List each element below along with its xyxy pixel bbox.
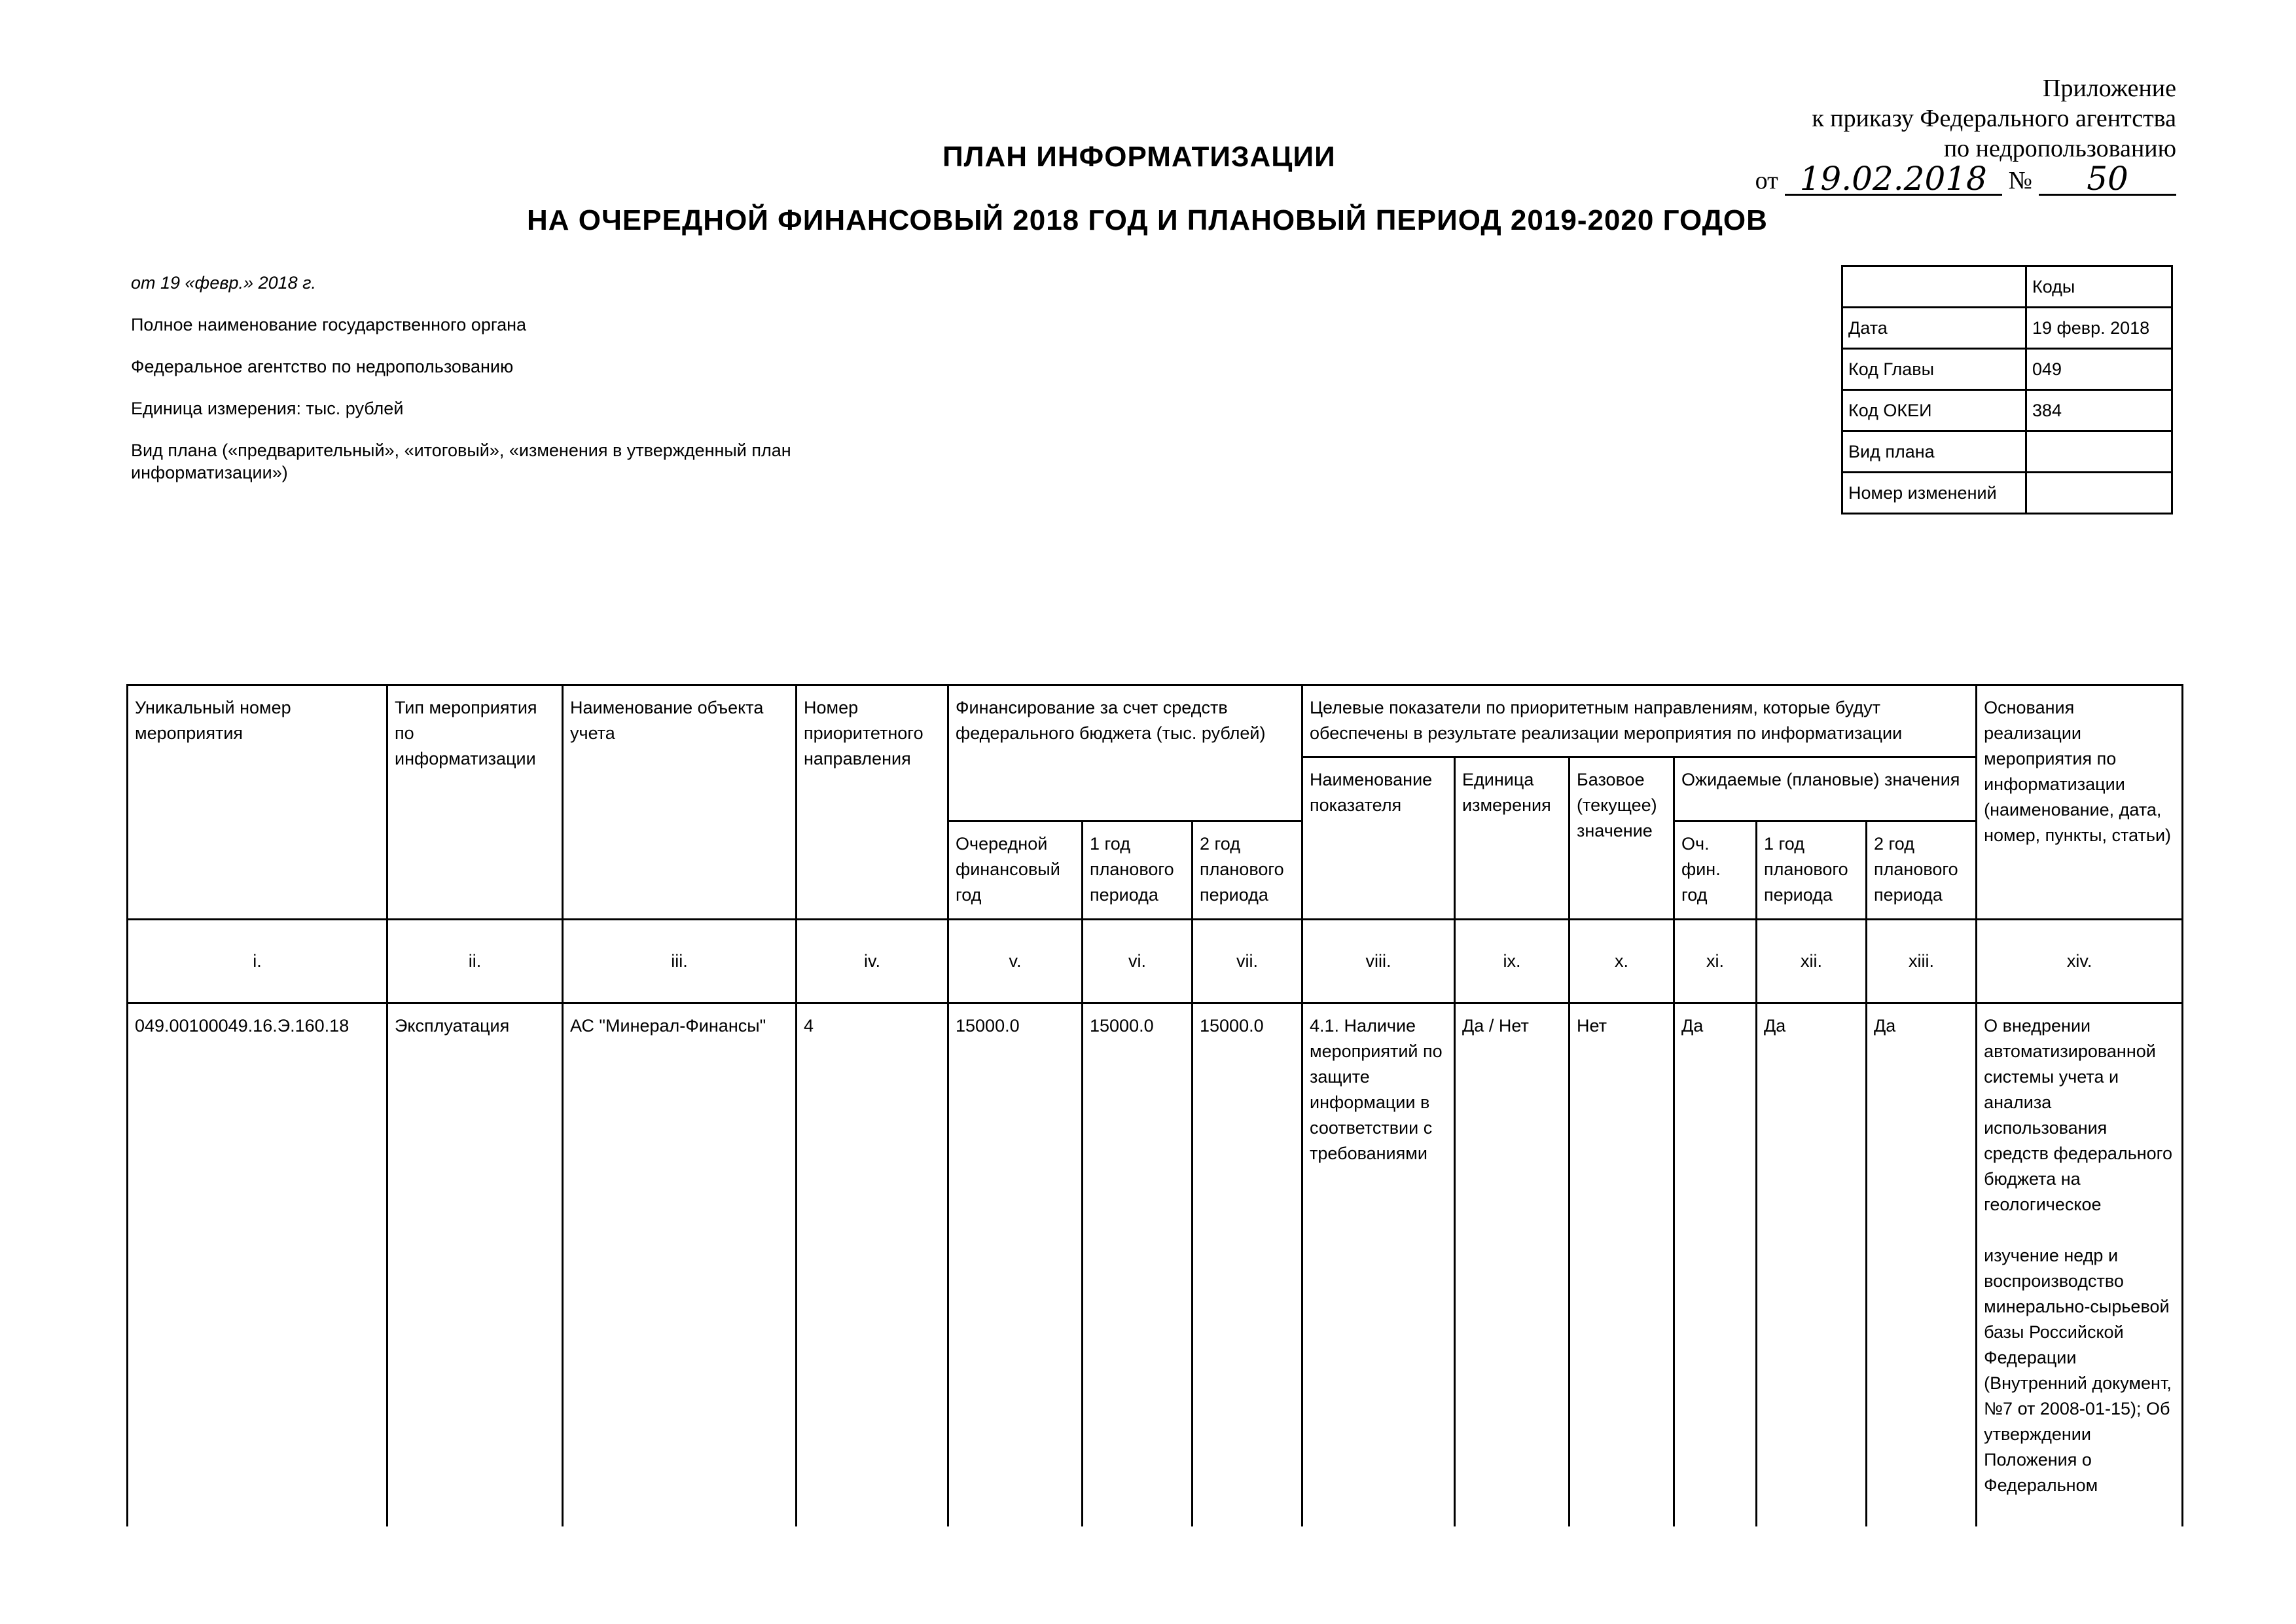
plan-table <box>126 684 2183 1526</box>
column-number: iv. <box>797 920 948 1003</box>
cell-object: АС "Минерал-Финансы" <box>563 1003 797 1527</box>
header-base-value: Базовое (текущее) значение <box>1570 757 1674 920</box>
header-financing: Финансирование за счет средств федерального бюджета (тыс. рублей) <box>948 685 1302 821</box>
header-fin-year2: 2 год планового периода <box>1193 821 1302 920</box>
header-priority: Номер приоритетного направления <box>797 685 948 920</box>
cell-indicator-name: 4.1. Наличие мероприятий по защите информации в соответствии с требованиями <box>1302 1003 1455 1527</box>
appendix-block <box>1755 73 2176 196</box>
codes-row <box>1842 390 2172 431</box>
codes-value <box>2026 431 2172 473</box>
document-info <box>131 272 916 503</box>
codes-table <box>1841 265 2173 514</box>
codes-label: Номер изменений <box>1842 473 2026 514</box>
column-number: xii. <box>1757 920 1867 1003</box>
info-org-name: Федеральное агентство по недропользованию <box>131 357 514 376</box>
column-number: ii. <box>387 920 563 1003</box>
header-fin-current: Очередной финансовый год <box>948 821 1083 920</box>
document-subtitle: НА ОЧЕРЕДНОЙ ФИНАНСОВЫЙ 2018 ГОД И ПЛАНОВЫЙ ПЕРИОД 2019-2020 ГОДОВ <box>527 204 1768 236</box>
column-number: vi. <box>1083 920 1193 1003</box>
header-object: Наименование объекта учета <box>563 685 797 920</box>
cell-base-value: Нет <box>1570 1003 1674 1527</box>
column-number: v. <box>948 920 1083 1003</box>
header-fin-year1: 1 год планового периода <box>1083 821 1193 920</box>
codes-row <box>1842 431 2172 473</box>
column-number: x. <box>1570 920 1674 1003</box>
column-number: xiv. <box>1977 920 2183 1003</box>
cell-fin-year2: 15000.0 <box>1193 1003 1302 1527</box>
header-expected: Ожидаемые (плановые) значения <box>1674 757 1977 821</box>
cell-basis-part1: О внедрении автоматизированной системы учета и анализа использования средств федерального бюджета на геологическое <box>1984 1016 2172 1214</box>
cell-basis-part2: изучение недр и воспроизводство минерально-сырьевой базы Российской Федерации (Внутренний документ, №7 от 2008-01-15); Об утверждении Положения о Федеральном <box>1984 1246 2172 1495</box>
header-row-1 <box>128 685 2183 757</box>
cell-fin-year1: 15000.0 <box>1083 1003 1193 1527</box>
codes-row <box>1842 473 2172 514</box>
codes-header-row <box>1842 266 2172 308</box>
header-exp-current: Оч. фин. год <box>1674 821 1757 920</box>
codes-header-empty <box>1842 266 2026 308</box>
header-exp-year1: 1 год планового периода <box>1757 821 1867 920</box>
info-plan-type: Вид плана («предварительный», «итоговый», «изменения в утвержденный план информатизации») <box>131 441 791 482</box>
codes-row <box>1842 308 2172 349</box>
appendix-number-label: № <box>2008 167 2032 194</box>
cell-unit: Да / Нет <box>1455 1003 1570 1527</box>
appendix-line-3: по недропользованию <box>1943 135 2176 162</box>
codes-value: 384 <box>2026 390 2172 431</box>
header-unique-number: Уникальный номер мероприятия <box>128 685 387 920</box>
header-unit: Единица измерения <box>1455 757 1570 920</box>
column-number: iii. <box>563 920 797 1003</box>
info-date-line: от 19 «февр.» 2018 г. <box>131 273 316 293</box>
column-number: vii. <box>1193 920 1302 1003</box>
appendix-number-handwritten: 50 <box>2039 164 2176 196</box>
codes-label: Дата <box>1842 308 2026 349</box>
numbering-row <box>128 920 2183 1003</box>
info-unit: Единица измерения: тыс. рублей <box>131 399 404 418</box>
header-basis: Основания реализации мероприятия по информатизации (наименование, дата, номер, пункты, статьи) <box>1977 685 2183 920</box>
header-type: Тип мероприятия по информатизации <box>387 685 563 920</box>
codes-label: Код ОКЕИ <box>1842 390 2026 431</box>
table-row <box>128 1003 2183 1527</box>
cell-exp-current: Да <box>1674 1003 1757 1527</box>
codes-label: Код Главы <box>1842 349 2026 390</box>
header-exp-year2: 2 год планового периода <box>1867 821 1977 920</box>
cell-exp-year2: Да <box>1867 1003 1977 1527</box>
appendix-signature-line <box>1755 160 2176 198</box>
cell-fin-current: 15000.0 <box>948 1003 1083 1527</box>
cell-type: Эксплуатация <box>387 1003 563 1527</box>
document-title: ПЛАН ИНФОРМАТИЗАЦИИ <box>942 141 1336 173</box>
cell-exp-year1: Да <box>1757 1003 1867 1527</box>
column-number: ix. <box>1455 920 1570 1003</box>
appendix-from-label: от <box>1755 167 1778 194</box>
appendix-date-handwritten: 19.02.2018 <box>1785 164 2002 196</box>
header-indicator-name: Наименование показателя <box>1302 757 1455 920</box>
info-org-label: Полное наименование государственного органа <box>131 315 527 334</box>
column-number: xiii. <box>1867 920 1977 1003</box>
codes-header: Коды <box>2026 266 2172 308</box>
column-number: viii. <box>1302 920 1455 1003</box>
column-number: xi. <box>1674 920 1757 1003</box>
column-number: i. <box>128 920 387 1003</box>
codes-value: 049 <box>2026 349 2172 390</box>
cell-priority: 4 <box>797 1003 948 1527</box>
codes-value <box>2026 473 2172 514</box>
codes-label: Вид плана <box>1842 431 2026 473</box>
appendix-line-2: к приказу Федерального агентства <box>1812 105 2176 132</box>
header-targets: Целевые показатели по приоритетным направлениям, которые будут обеспечены в результате реализации мероприятия по информатизации <box>1302 685 1977 757</box>
cell-basis <box>1977 1003 2183 1527</box>
codes-value: 19 февр. 2018 <box>2026 308 2172 349</box>
codes-row <box>1842 349 2172 390</box>
appendix-line-1: Приложение <box>2043 75 2176 102</box>
cell-unique-number: 049.00100049.16.Э.160.18 <box>128 1003 387 1527</box>
